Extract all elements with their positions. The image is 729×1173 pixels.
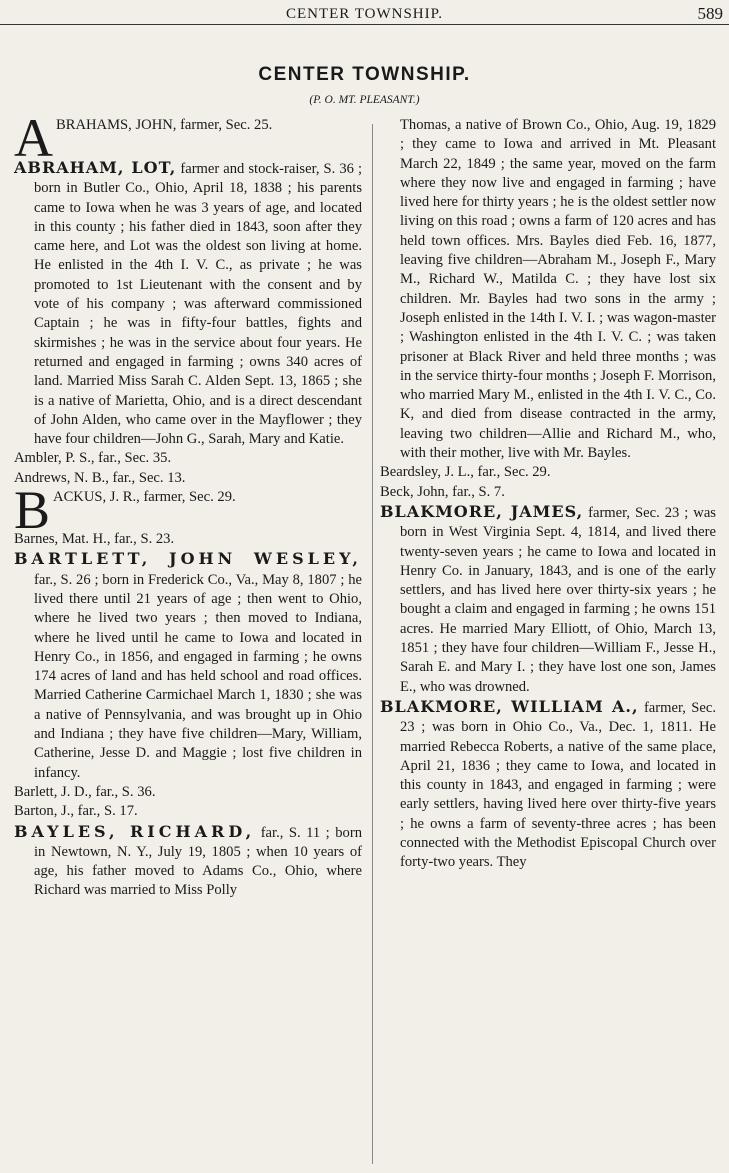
page-number: 589 [697,4,723,23]
entry-andrews: Andrews, N. B., far., Sec. 13. [14,469,186,486]
entry-barlett: Barlett, J. D., far., S. 36. [14,783,156,800]
running-head [0,4,729,25]
entry-text: far., S. 26 ; born in Frederick Co., Va., May 8, 1807 ; he lived there until 21 years of age ; then went to Ohio, where he lived two years ; then moved to Indiana, where he lived until he came to Iowa and located in Henry Co., in 1856, and engaged in farming ; he owns 174 acres of land and has held school and road offices. Married Catherine Carmichael March 1, 1830 ; she was a native of Pennsylvania, and was brought up in Ohio and Indiana ; they have five children—Mary, William, Catherine, Jesse D. and Maggie ; lost five children in infancy. [34,571,362,781]
entry-barnes: Barnes, Mat. H., far., S. 23. [14,531,175,548]
right-column [380,116,716,873]
entry-text: farmer, Sec. 23 ; was born in West Virginia Sept. 4, 1814, and lived there twenty-seven years ; he came to Iowa and located in Henry Co. in January, 1843, and is one of the early settlers, and has lived here over thirty-six years ; he bought a claim and engaged in farming ; he owns 151 acres. He married Mary Elliott, of Ohio, March 13, 1851 ; they have four children—William F., Jesse H., Sarah E. and Mary I. ; they have lost one son, James E., who was drowned. [400,504,716,695]
drop-cap: A [14,108,53,168]
entry-text: ACKUS, J. R., farmer, Sec. 29. [53,489,236,506]
entry-ambler: Ambler, P. S., far., Sec. 35. [14,450,172,467]
entry-text: BRAHAMS, JOHN, farmer, Sec. 25. [56,117,273,133]
entry-name: BLAKMORE, WILLIAM A., [380,696,639,716]
left-column [14,108,363,901]
entry-blakmore-james [380,502,716,697]
entry-name: ABRAHAM, LOT, [14,158,177,177]
entry-text: farmer, Sec. 23 ; was born in Ohio Co., Va., Dec. 1, 1811. He married Rebecca Roberts, a native of the same place, April 21, 1836 ; they came to Iowa, and located in this county in 1843, and engaged in farming ; were early settlers, having lived here over thirty-five years ; he owns a farm of seventy-three acres ; has been connected with the Methodist Episcopal Church over forty-two years. They [400,699,716,871]
entry-text: far., S. 11 ; born in Newtown, N. Y., July 19, 1805 ; when 10 years of age, his father moved to Adams Co., Ohio, where Richard was married to Miss Polly [34,824,362,899]
entry-text: farmer and stock-raiser, S. 36 ; born in Butler Co., Ohio, April 18, 1838 ; his parents came to Iowa when he was 3 years of age, and located in this county ; his father died in 1843, soon after they came here, and Lot was the oldest son living at home. He enlisted in the 4th I. V. C., as private ; he was promoted to 1st Lieutenant with the consent and by vote of his company ; was afterward commissioned Captain ; he was in fifty-four battles, fights and skirmishes ; he was in the service about four years. He returned and engaged in farming ; owns 340 acres of land. Married Miss Sarah C. Alden Sept. 13, 1865 ; she is a native of Marietta, Ohio, and is a direct descendant of John Alden, who came over in the Mayflower ; they have four children—John G., Sarah, Mary and Katie. [34,161,363,448]
running-title: CENTER TOWNSHIP. [285,6,444,22]
entry-name: BARTLETT, JOHN WESLEY, [14,549,362,569]
column-divider [372,124,373,1164]
entry-bayles-continued: Thomas, a native of Brown Co., Ohio, Aug. 19, 1829 ; they came to Iowa and arrived in Mt. Pleasant March 22, 1849 ; the same year, moved on the farm where they now live and engaged in farming ; have lived here for thirty years ; he is the oldest settler now living on this road ; owns a farm of 120 acres and has held town offices. Mrs. Bayles died Feb. 16, 1877, leaving five children—Abraham M., Joseph F., Mary M., Richard W., Matilda C. ; they have lost six children. Mr. Bayles had two sons in the army ; Joseph enlisted in the 14th I. V. I. ; was wagon-master ; Washington enlisted in the 4th I. V. C. ; was taken prisoner at Black River and held three months ; was in the service thirty-four months ; Joseph F. Morrison, who married Mary M., enlisted in the 4th I. V. C., Co. K, and died from disease contracted in the army, leaving two children—Allie and Richard M., who, with their mother, live with Mr. Bayles. [400,117,716,462]
section-title: CENTER TOWNSHIP. [258,64,471,85]
entry-name: BAYLES, RICHARD, [14,821,256,841]
entry-beardsley: Beardsley, J. L., far., Sec. 29. [380,464,551,481]
entry-name: BLAKMORE, JAMES, [380,501,584,521]
entry-blakmore-william [380,697,716,873]
post-office-line: (P. O. MT. PLEASANT.) [309,94,420,106]
entry-bayles-richard [14,822,362,901]
drop-cap: B [14,480,51,541]
entry-abraham-lot [14,158,362,449]
entry-bartlett-john-wesley [14,549,362,783]
entry-barton: Barton, J., far., S. 17. [14,803,138,820]
entry-beck: Beck, John, far., S. 7. [380,483,505,500]
